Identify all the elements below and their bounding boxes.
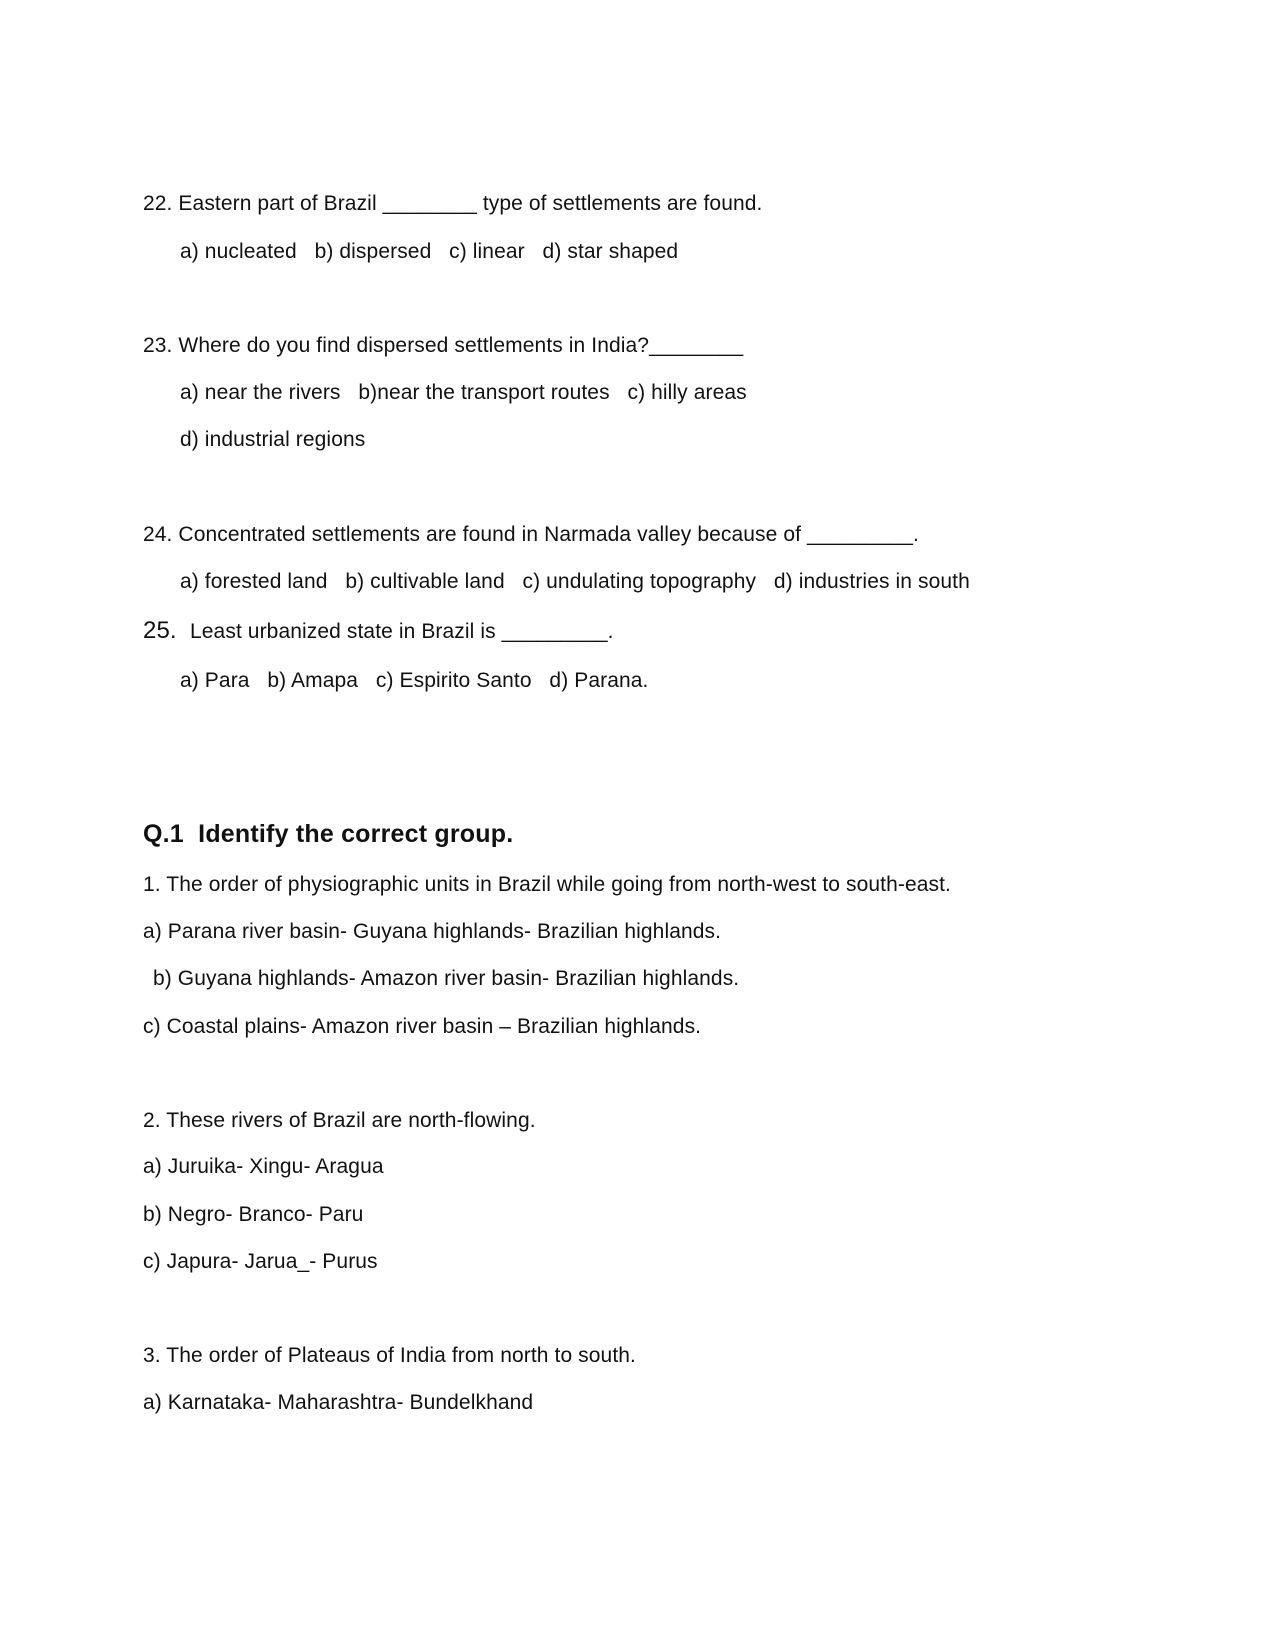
question-24-options: a) forested land b) cultivable land c) undulating topography d) industries in south bbox=[180, 570, 970, 593]
group-question-2-option-b: b) Negro- Branco- Paru bbox=[143, 1203, 364, 1226]
question-25-options: a) Para b) Amapa c) Espirito Santo d) Parana. bbox=[180, 669, 649, 692]
group-question-2-option-a: a) Juruika- Xingu- Aragua bbox=[143, 1155, 384, 1178]
question-25: Least urbanized state in Brazil is _________. bbox=[190, 620, 614, 643]
question-23: 23. Where do you find dispersed settlements in India?________ bbox=[143, 334, 744, 357]
group-question-3-option-a: a) Karnataka- Maharashtra- Bundelkhand bbox=[143, 1391, 534, 1414]
group-question-1: 1. The order of physiographic units in Brazil while going from north-west to south-east. bbox=[143, 873, 951, 896]
question-25-number: 25. bbox=[143, 617, 177, 644]
question-23-options-line-2: d) industrial regions bbox=[180, 428, 366, 451]
question-24: 24. Concentrated settlements are found in Narmada valley because of _________. bbox=[143, 523, 919, 546]
group-question-2: 2. These rivers of Brazil are north-flowing. bbox=[143, 1109, 536, 1132]
group-question-1-option-c: c) Coastal plains- Amazon river basin – Brazilian highlands. bbox=[143, 1015, 702, 1038]
question-22-options: a) nucleated b) dispersed c) linear d) star shaped bbox=[180, 240, 679, 263]
group-question-2-option-c: c) Japura- Jarua_- Purus bbox=[143, 1250, 378, 1273]
group-question-1-option-b: b) Guyana highlands- Amazon river basin- Brazilian highlands. bbox=[153, 967, 740, 990]
section-heading: Q.1 Identify the correct group. bbox=[143, 820, 514, 848]
question-22: 22. Eastern part of Brazil ________ type of settlements are found. bbox=[143, 192, 763, 215]
group-question-1-option-a: a) Parana river basin- Guyana highlands- Brazilian highlands. bbox=[143, 920, 722, 943]
question-23-options-line-1: a) near the rivers b)near the transport routes c) hilly areas bbox=[180, 381, 747, 404]
group-question-3: 3. The order of Plateaus of India from north to south. bbox=[143, 1344, 636, 1367]
